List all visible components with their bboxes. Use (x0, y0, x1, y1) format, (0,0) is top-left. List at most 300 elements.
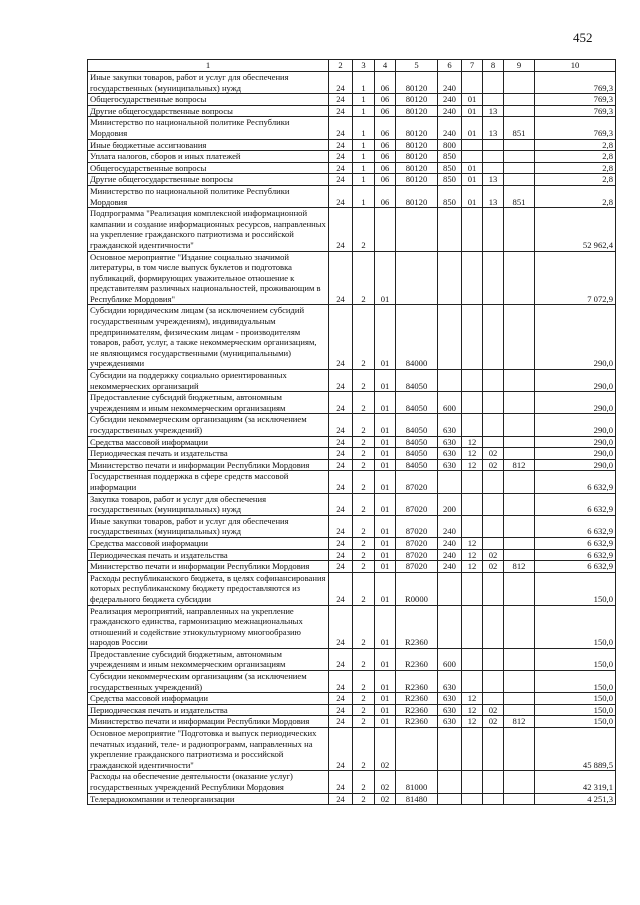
code-cell (504, 493, 535, 515)
code-cell (462, 151, 483, 163)
row-label: Средства массовой информации (88, 537, 329, 549)
code-cell (438, 572, 462, 605)
code-cell: 01 (375, 693, 396, 705)
table-row (88, 151, 616, 163)
code-cell (462, 471, 483, 493)
code-cell: 200 (438, 493, 462, 515)
code-cell: 84050 (396, 370, 438, 392)
table-row (88, 414, 616, 436)
code-cell: 2 (353, 648, 375, 670)
code-cell: 812 (504, 561, 535, 573)
code-cell (483, 793, 504, 805)
code-cell: 81480 (396, 793, 438, 805)
row-label: Субсидии некоммерческим организациям (за исключением государственных учреждений) (88, 414, 329, 436)
code-cell: 630 (438, 671, 462, 693)
code-cell (504, 793, 535, 805)
code-cell (462, 671, 483, 693)
row-label: Министерство печати и информации Республики Мордовия (88, 716, 329, 728)
row-label: Основное мероприятие "Издание социально значимой литературы, в том числе выпуск буклетов и подготовка публикаций, формирующих уважительное отношение к представителям различных национальностей, проживающим в Республике Мордовия" (88, 251, 329, 305)
code-cell (504, 671, 535, 693)
code-cell: 80120 (396, 185, 438, 207)
code-cell: 2 (353, 515, 375, 537)
code-cell: 01 (462, 105, 483, 117)
code-cell: 13 (483, 117, 504, 139)
code-cell: 24 (329, 493, 353, 515)
code-cell: 24 (329, 162, 353, 174)
code-cell: 02 (483, 704, 504, 716)
code-cell: 06 (375, 151, 396, 163)
row-label: Телерадиокомпании и телеорганизации (88, 793, 329, 805)
code-cell (483, 648, 504, 670)
row-label: Средства массовой информации (88, 436, 329, 448)
code-cell (504, 704, 535, 716)
code-cell (483, 471, 504, 493)
code-cell: 2 (353, 436, 375, 448)
code-cell: 2 (353, 392, 375, 414)
code-cell: 24 (329, 208, 353, 251)
code-cell: 1 (353, 185, 375, 207)
table-row (88, 139, 616, 151)
code-cell: 12 (462, 537, 483, 549)
code-cell (375, 208, 396, 251)
table-row (88, 174, 616, 186)
amount-cell: 150,0 (535, 671, 616, 693)
code-cell: 24 (329, 793, 353, 805)
code-cell: 13 (483, 185, 504, 207)
column-header-2: 2 (329, 60, 353, 72)
code-cell: 240 (438, 105, 462, 117)
code-cell (483, 414, 504, 436)
code-cell: 84050 (396, 436, 438, 448)
code-cell: 06 (375, 162, 396, 174)
table-row (88, 704, 616, 716)
code-cell: 24 (329, 105, 353, 117)
code-cell (438, 305, 462, 370)
code-cell: 2 (353, 716, 375, 728)
code-cell: 851 (504, 185, 535, 207)
amount-cell: 150,0 (535, 605, 616, 648)
code-cell (504, 370, 535, 392)
column-header-5: 5 (396, 60, 438, 72)
code-cell: 01 (375, 251, 396, 305)
code-cell (438, 471, 462, 493)
code-cell: 812 (504, 459, 535, 471)
code-cell (483, 728, 504, 771)
table-row (88, 537, 616, 549)
code-cell: 24 (329, 605, 353, 648)
column-header-8: 8 (483, 60, 504, 72)
code-cell: 2 (353, 493, 375, 515)
code-cell: 80120 (396, 139, 438, 151)
code-cell: 02 (483, 448, 504, 460)
code-cell (483, 693, 504, 705)
code-cell: 1 (353, 151, 375, 163)
code-cell: 80120 (396, 94, 438, 106)
code-cell: 01 (375, 392, 396, 414)
table-row (88, 728, 616, 771)
code-cell: 01 (375, 572, 396, 605)
code-cell: 06 (375, 139, 396, 151)
row-label: Субсидии на поддержку социально ориентированных некоммерческих организаций (88, 370, 329, 392)
amount-cell: 6 632,9 (535, 549, 616, 561)
code-cell: 2 (353, 537, 375, 549)
code-cell: R2360 (396, 605, 438, 648)
table-row (88, 572, 616, 605)
code-cell: 84000 (396, 305, 438, 370)
code-cell: 600 (438, 392, 462, 414)
code-cell (462, 605, 483, 648)
code-cell: 240 (438, 94, 462, 106)
code-cell (483, 251, 504, 305)
code-cell: 24 (329, 436, 353, 448)
row-label: Другие общегосударственные вопросы (88, 105, 329, 117)
code-cell: 1 (353, 139, 375, 151)
code-cell: 240 (438, 561, 462, 573)
amount-cell: 769,3 (535, 94, 616, 106)
code-cell (504, 72, 535, 94)
code-cell: 1 (353, 72, 375, 94)
amount-cell: 769,3 (535, 72, 616, 94)
code-cell (504, 537, 535, 549)
code-cell: 87020 (396, 471, 438, 493)
code-cell: 13 (483, 105, 504, 117)
code-cell (504, 693, 535, 705)
code-cell: 2 (353, 671, 375, 693)
code-cell (462, 648, 483, 670)
code-cell: 01 (375, 671, 396, 693)
code-cell: 80120 (396, 151, 438, 163)
code-cell: 06 (375, 117, 396, 139)
code-cell: 12 (462, 459, 483, 471)
code-cell: 01 (375, 414, 396, 436)
table-row (88, 105, 616, 117)
code-cell (504, 105, 535, 117)
code-cell: 24 (329, 704, 353, 716)
code-cell: 24 (329, 771, 353, 793)
code-cell: 01 (375, 704, 396, 716)
table-row (88, 771, 616, 793)
table-row (88, 648, 616, 670)
code-cell: 01 (462, 117, 483, 139)
code-cell: 87020 (396, 515, 438, 537)
code-cell: R0000 (396, 572, 438, 605)
code-cell: 80120 (396, 174, 438, 186)
code-cell (462, 793, 483, 805)
code-cell: R2360 (396, 648, 438, 670)
code-cell: 2 (353, 561, 375, 573)
code-cell: 2 (353, 251, 375, 305)
code-cell (504, 771, 535, 793)
amount-cell: 769,3 (535, 117, 616, 139)
code-cell (504, 162, 535, 174)
code-cell: 06 (375, 105, 396, 117)
code-cell: 02 (483, 561, 504, 573)
code-cell (504, 208, 535, 251)
row-label: Субсидии некоммерческим организациям (за исключением государственных учреждений) (88, 671, 329, 693)
column-header-7: 7 (462, 60, 483, 72)
table-row (88, 561, 616, 573)
code-cell (396, 728, 438, 771)
code-cell: 12 (462, 693, 483, 705)
code-cell (483, 671, 504, 693)
code-cell: R2360 (396, 671, 438, 693)
row-label: Реализация мероприятий, направленных на укрепление гражданского единства, гармонизацию межнациональных отношений и содействие этнокультурному многообразию народов России (88, 605, 329, 648)
code-cell (438, 605, 462, 648)
amount-cell: 6 632,9 (535, 561, 616, 573)
column-header-10: 10 (535, 60, 616, 72)
amount-cell: 290,0 (535, 392, 616, 414)
code-cell: 630 (438, 716, 462, 728)
code-cell: 01 (375, 459, 396, 471)
code-cell (462, 414, 483, 436)
code-cell (438, 793, 462, 805)
code-cell: 81000 (396, 771, 438, 793)
code-cell: 240 (438, 537, 462, 549)
code-cell: 24 (329, 693, 353, 705)
code-cell: 2 (353, 448, 375, 460)
row-label: Министерство печати и информации Республики Мордовия (88, 459, 329, 471)
code-cell: 800 (438, 139, 462, 151)
code-cell: 24 (329, 459, 353, 471)
code-cell (462, 208, 483, 251)
code-cell: 1 (353, 174, 375, 186)
code-cell: 2 (353, 771, 375, 793)
code-cell (483, 370, 504, 392)
code-cell: 01 (375, 648, 396, 670)
code-cell: 06 (375, 174, 396, 186)
code-cell: 06 (375, 185, 396, 207)
code-cell: 02 (483, 459, 504, 471)
code-cell: 1 (353, 162, 375, 174)
row-label: Субсидии юридическим лицам (за исключением субсидий государственным учреждениям), индивидуальным предпринимателям, физическим лицам - производителям товаров, работ, услуг, а также некоммерческим организациям, не являющимся государственными (муниципальными) учреждениями (88, 305, 329, 370)
code-cell: 02 (483, 716, 504, 728)
code-cell: 600 (438, 648, 462, 670)
code-cell: 84050 (396, 392, 438, 414)
column-header-3: 3 (353, 60, 375, 72)
budget-table (87, 59, 616, 805)
column-header-1: 1 (88, 60, 329, 72)
row-label: Другие общегосударственные вопросы (88, 174, 329, 186)
code-cell: 84050 (396, 448, 438, 460)
code-cell: 24 (329, 305, 353, 370)
code-cell (462, 572, 483, 605)
code-cell: 812 (504, 716, 535, 728)
code-cell: 01 (375, 537, 396, 549)
code-cell: R2360 (396, 704, 438, 716)
page-number: 452 (573, 30, 593, 45)
code-cell: 24 (329, 414, 353, 436)
code-cell (504, 151, 535, 163)
table-row (88, 162, 616, 174)
amount-cell: 6 632,9 (535, 471, 616, 493)
amount-cell: 2,8 (535, 151, 616, 163)
code-cell: 01 (375, 716, 396, 728)
code-cell (462, 515, 483, 537)
code-cell: 851 (504, 117, 535, 139)
code-cell: 87020 (396, 549, 438, 561)
code-cell: R2360 (396, 716, 438, 728)
row-label: Министерство печати и информации Республики Мордовия (88, 561, 329, 573)
code-cell: 87020 (396, 561, 438, 573)
code-cell: 850 (438, 151, 462, 163)
code-cell (504, 515, 535, 537)
row-label: Расходы республиканского бюджета, в целях софинансирования которых республиканскому бюджету предоставляются из федерального бюджета субсидии (88, 572, 329, 605)
code-cell (462, 251, 483, 305)
row-label: Иные бюджетные ассигнования (88, 139, 329, 151)
code-cell: 12 (462, 716, 483, 728)
code-cell: 2 (353, 414, 375, 436)
code-cell: 87020 (396, 537, 438, 549)
code-cell: 240 (438, 515, 462, 537)
code-cell: 01 (375, 605, 396, 648)
code-cell: 02 (375, 728, 396, 771)
table-row (88, 515, 616, 537)
code-cell: 01 (462, 185, 483, 207)
code-cell: 12 (462, 704, 483, 716)
code-cell (504, 471, 535, 493)
code-cell: 2 (353, 459, 375, 471)
code-cell: 24 (329, 671, 353, 693)
code-cell: 24 (329, 185, 353, 207)
code-cell (483, 208, 504, 251)
amount-cell: 6 632,9 (535, 493, 616, 515)
code-cell (504, 448, 535, 460)
table-row (88, 793, 616, 805)
amount-cell: 6 632,9 (535, 515, 616, 537)
code-cell: 1 (353, 105, 375, 117)
amount-cell: 290,0 (535, 436, 616, 448)
code-cell (483, 493, 504, 515)
code-cell (462, 771, 483, 793)
table-row (88, 671, 616, 693)
code-cell: 24 (329, 549, 353, 561)
table-row (88, 208, 616, 251)
code-cell (504, 549, 535, 561)
code-cell: 01 (375, 305, 396, 370)
table-row (88, 251, 616, 305)
amount-cell: 2,8 (535, 185, 616, 207)
code-cell: 2 (353, 370, 375, 392)
code-cell (462, 305, 483, 370)
code-cell: 01 (375, 436, 396, 448)
amount-cell: 150,0 (535, 693, 616, 705)
code-cell: 12 (462, 436, 483, 448)
code-cell (504, 414, 535, 436)
row-label: Уплата налогов, сборов и иных платежей (88, 151, 329, 163)
code-cell: 630 (438, 414, 462, 436)
code-cell (438, 771, 462, 793)
row-label: Подпрограмма "Реализация комплексной информационной кампании и создание информационных ресурсов, направленных на укрепление гражданского патриотизма и российской гражданской идентичности" (88, 208, 329, 251)
code-cell: 24 (329, 151, 353, 163)
code-cell: 24 (329, 72, 353, 94)
code-cell: 24 (329, 117, 353, 139)
code-cell: 240 (438, 117, 462, 139)
amount-cell: 150,0 (535, 572, 616, 605)
row-label: Периодическая печать и издательства (88, 549, 329, 561)
amount-cell: 6 632,9 (535, 537, 616, 549)
row-label: Предоставление субсидий бюджетным, автономным учреждениям и иным некоммерческим организациям (88, 648, 329, 670)
code-cell: 24 (329, 561, 353, 573)
row-label: Общегосударственные вопросы (88, 94, 329, 106)
row-label: Государственная поддержка в сфере средств массовой информации (88, 471, 329, 493)
amount-cell: 2,8 (535, 162, 616, 174)
table-row (88, 436, 616, 448)
code-cell: 12 (462, 549, 483, 561)
amount-cell: 150,0 (535, 716, 616, 728)
code-cell (504, 605, 535, 648)
amount-cell: 4 251,3 (535, 793, 616, 805)
code-cell (483, 162, 504, 174)
code-cell: 80120 (396, 117, 438, 139)
table-row (88, 94, 616, 106)
code-cell (438, 728, 462, 771)
code-cell (462, 392, 483, 414)
code-cell: 850 (438, 174, 462, 186)
code-cell (504, 392, 535, 414)
code-cell: 2 (353, 471, 375, 493)
code-cell (438, 208, 462, 251)
table-row (88, 459, 616, 471)
code-cell: 01 (375, 493, 396, 515)
code-cell: 630 (438, 459, 462, 471)
table-row (88, 493, 616, 515)
code-cell: 1 (353, 94, 375, 106)
code-cell (483, 151, 504, 163)
amount-cell: 290,0 (535, 448, 616, 460)
table-row (88, 549, 616, 561)
code-cell (504, 174, 535, 186)
code-cell: 240 (438, 72, 462, 94)
row-label: Периодическая печать и издательства (88, 704, 329, 716)
code-cell: 2 (353, 793, 375, 805)
amount-cell: 2,8 (535, 174, 616, 186)
row-label: Министерство по национальной политике Республики Мордовия (88, 185, 329, 207)
code-cell (504, 139, 535, 151)
code-cell: 630 (438, 436, 462, 448)
code-cell (483, 392, 504, 414)
code-cell: 80120 (396, 72, 438, 94)
code-cell (396, 208, 438, 251)
table-row (88, 117, 616, 139)
row-label: Министерство по национальной политике Республики Мордовия (88, 117, 329, 139)
code-cell: 24 (329, 572, 353, 605)
code-cell (462, 370, 483, 392)
code-cell (504, 251, 535, 305)
code-cell: 2 (353, 208, 375, 251)
code-cell: 24 (329, 139, 353, 151)
code-cell (438, 251, 462, 305)
code-cell: 01 (375, 515, 396, 537)
code-cell: 2 (353, 305, 375, 370)
table-row (88, 392, 616, 414)
code-cell: 12 (462, 561, 483, 573)
code-cell: 01 (462, 162, 483, 174)
code-cell (462, 493, 483, 515)
code-cell: 24 (329, 392, 353, 414)
code-cell: 84050 (396, 414, 438, 436)
code-cell: 2 (353, 549, 375, 561)
code-cell: 2 (353, 704, 375, 716)
amount-cell: 290,0 (535, 305, 616, 370)
code-cell: 24 (329, 94, 353, 106)
code-cell: 02 (483, 549, 504, 561)
code-cell: 2 (353, 693, 375, 705)
code-cell (483, 72, 504, 94)
code-cell: 24 (329, 515, 353, 537)
code-cell (504, 572, 535, 605)
code-cell: 01 (375, 370, 396, 392)
code-cell: 24 (329, 716, 353, 728)
